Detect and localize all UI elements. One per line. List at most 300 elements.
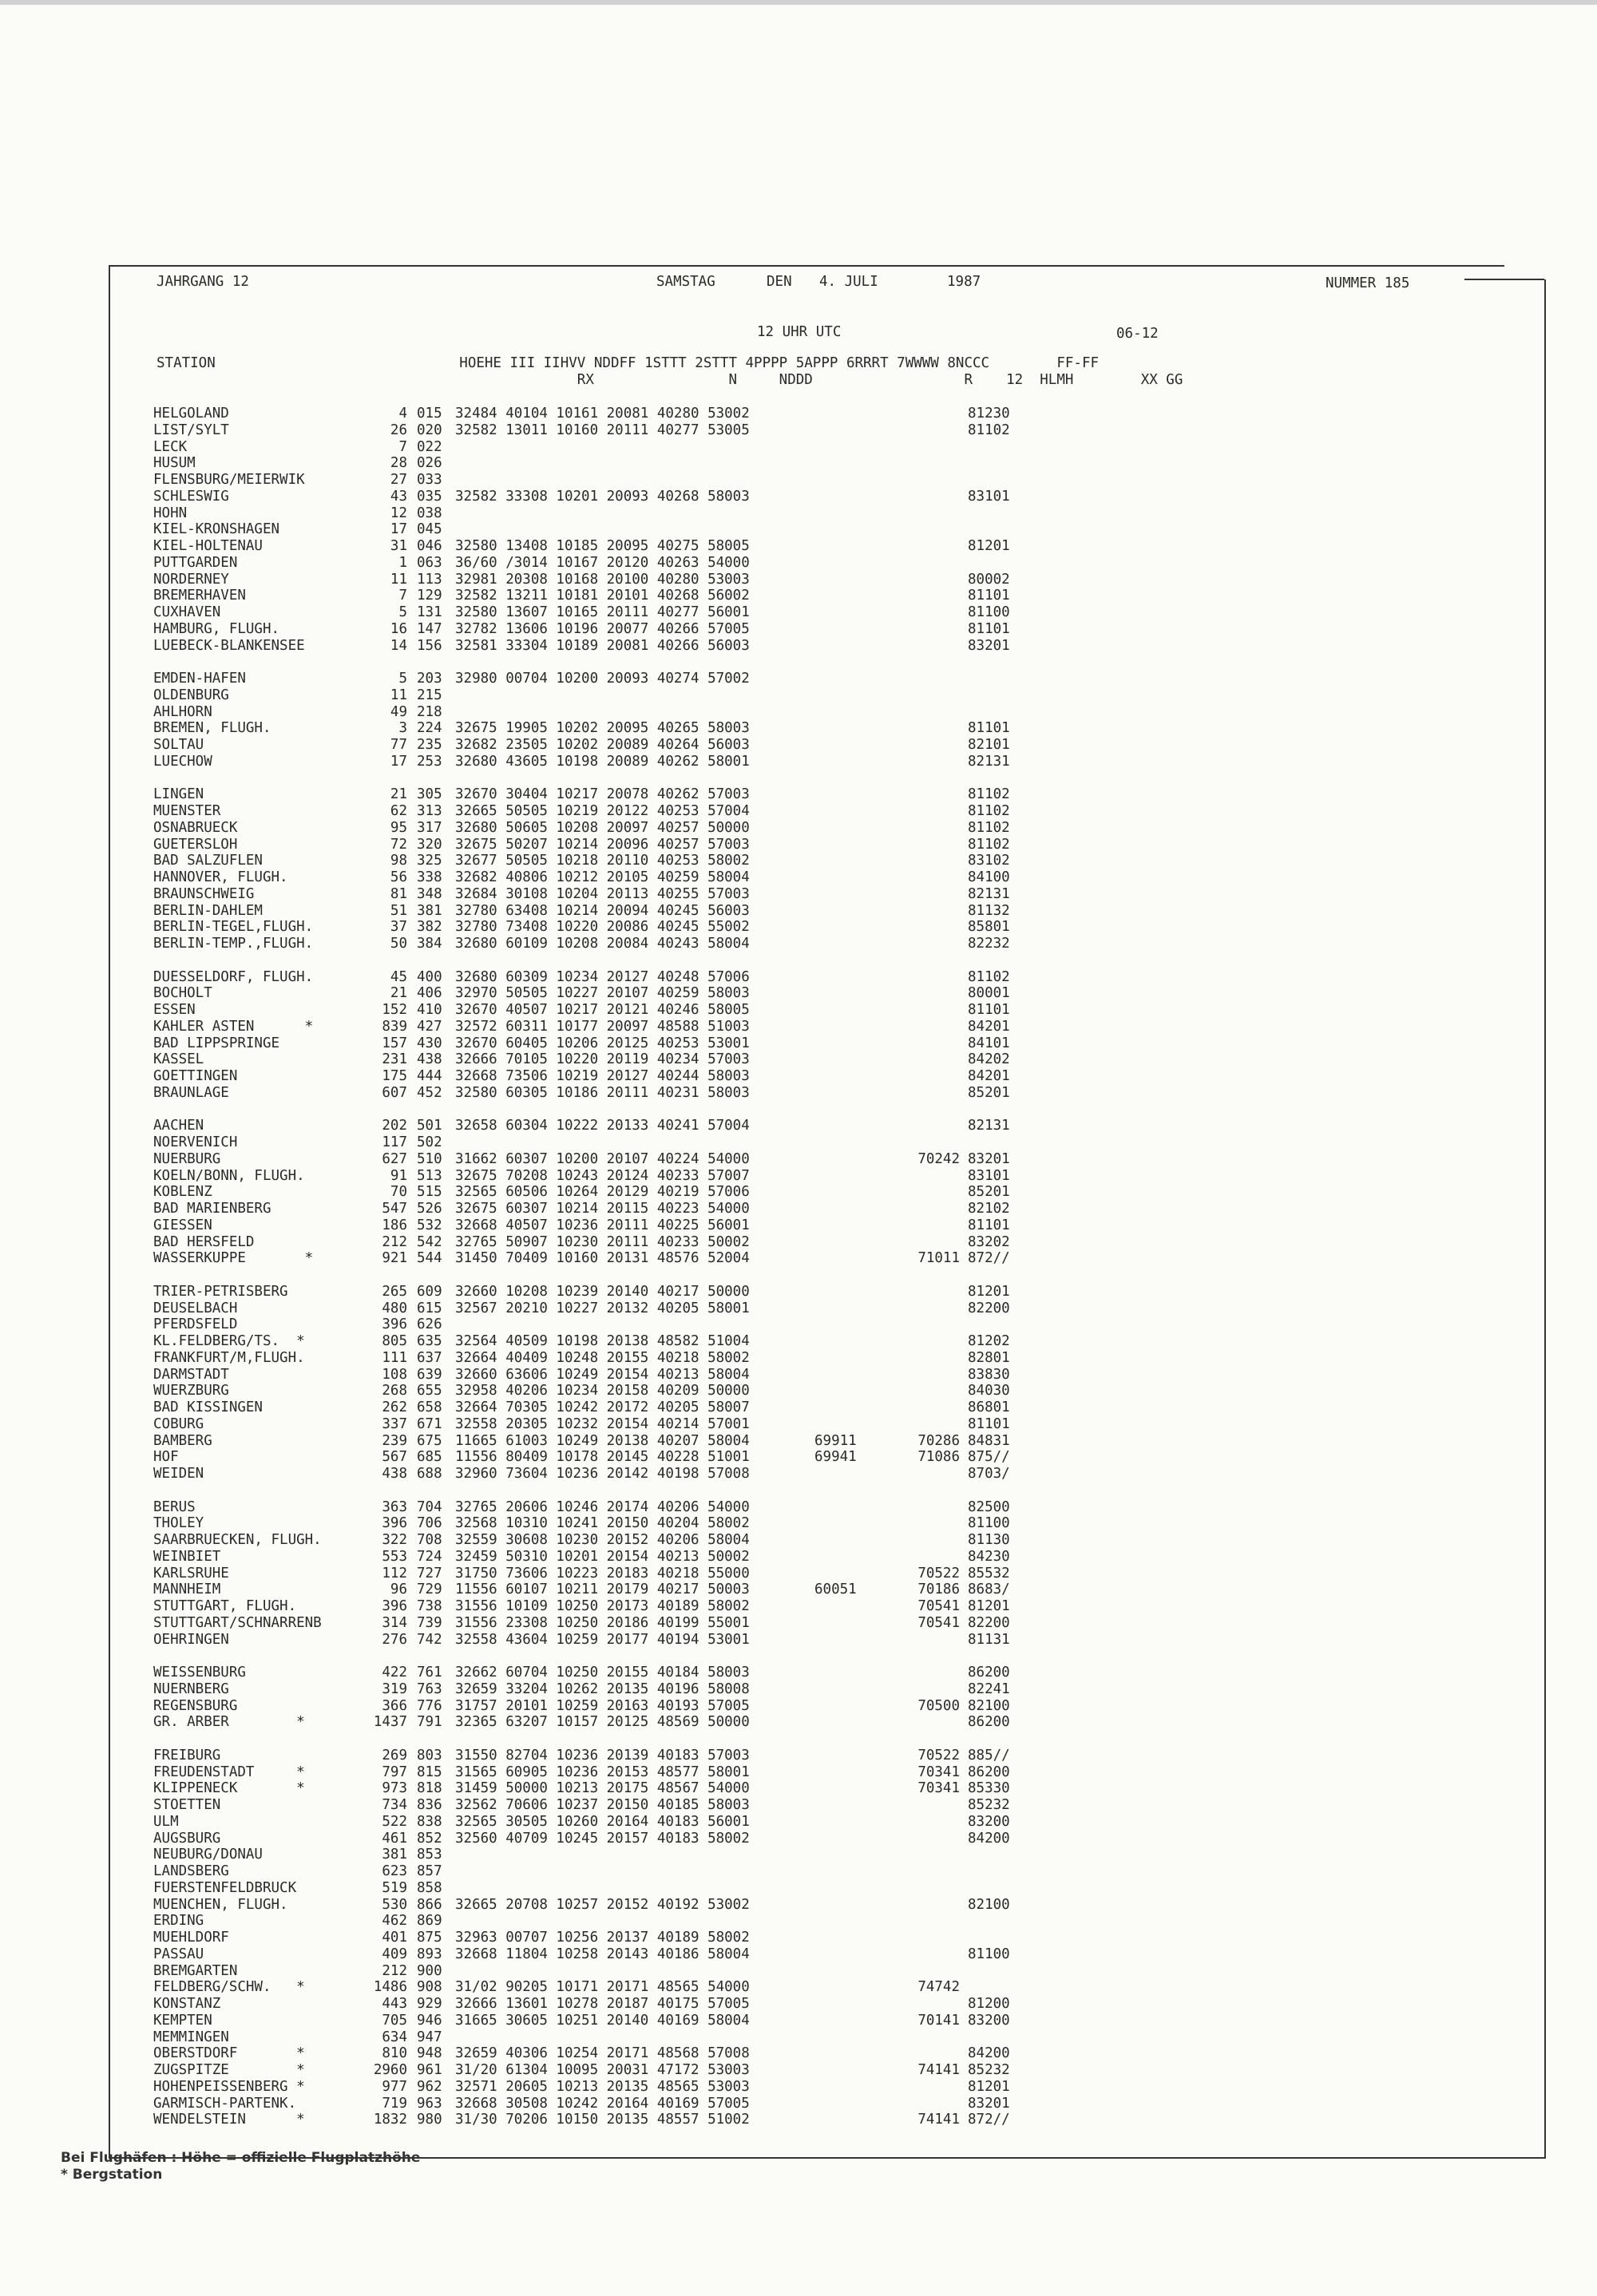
station-height: 49 (390, 703, 407, 720)
station-index: 639 (417, 1366, 442, 1383)
station-index: 655 (417, 1383, 442, 1399)
station-name: OBERSTDORF * (153, 2045, 305, 2062)
station-height: 401 (382, 1930, 407, 1946)
table-row (153, 985, 1151, 1002)
table-row (153, 869, 1151, 886)
station-index: 818 (417, 1780, 442, 1797)
station-height: 56 (390, 869, 407, 885)
station-index: 384 (417, 936, 442, 952)
station-height: 186 (382, 1217, 407, 1233)
station-height: 4 (398, 406, 407, 422)
station-index: 803 (417, 1747, 442, 1764)
station-index: 727 (417, 1565, 442, 1581)
table-row (153, 1499, 1151, 1516)
synop-groups: 32664 40409 10248 20155 40218 58002 (455, 1349, 750, 1366)
station-height: 461 (382, 1830, 407, 1847)
station-index: 317 (417, 819, 442, 836)
station-index: 131 (417, 604, 442, 620)
station-name: AHLHORN (153, 703, 212, 720)
station-index: 515 (417, 1184, 442, 1201)
table-row (153, 903, 1151, 920)
station-name: MANNHEIM (153, 1581, 221, 1598)
cloud-group: 81102 (968, 819, 1010, 836)
table-row (153, 555, 1151, 572)
table-row (153, 853, 1151, 869)
frame-top-border (109, 265, 1504, 267)
station-name: LANDSBERG (153, 1863, 229, 1879)
station-index: 962 (417, 2078, 442, 2095)
station-index: 742 (417, 1631, 442, 1648)
synop-groups: 31/02 90205 10171 20171 48565 54000 (455, 1979, 750, 1996)
station-name: DUESSELDORF, FLUGH. (153, 968, 314, 985)
station-index: 022 (417, 438, 442, 455)
station-height: 81 (390, 885, 407, 902)
station-name: LECK (153, 438, 188, 455)
station-index: 869 (417, 1913, 442, 1930)
station-index: 706 (417, 1515, 442, 1532)
station-height: 117 (382, 1134, 407, 1150)
cloud-group: 84202 (968, 1051, 1010, 1068)
synop-groups: 32664 70305 10242 20172 40205 58007 (455, 1399, 750, 1415)
table-row (153, 588, 1151, 604)
synop-groups: 32580 60305 10186 20111 40231 58003 (455, 1084, 750, 1101)
station-name: HOHENPEISSENBERG * (153, 2078, 305, 2095)
station-name: BAD LIPPSPRINGE (153, 1035, 280, 1051)
station-name: FUERSTENFELDBRUCK (153, 1879, 297, 1896)
table-row (153, 1449, 1151, 1466)
synop-groups: 32565 60506 10264 20129 40219 57006 (455, 1184, 750, 1201)
station-name: SAARBRUECKEN, FLUGH. (153, 1532, 322, 1548)
station-name: MEMMINGEN (153, 2029, 229, 2045)
station-name: BERUS (153, 1498, 196, 1515)
cloud-group: 81131 (968, 1631, 1010, 1648)
station-height: 212 (382, 1962, 407, 1979)
station-name: SCHLESWIG (153, 488, 229, 505)
synop-groups: 31459 50000 10213 20175 48567 54000 (455, 1780, 750, 1797)
cloud-group: 81101 (968, 620, 1010, 637)
table-row (153, 1250, 1151, 1267)
station-index: 626 (417, 1316, 442, 1333)
station-index: 532 (417, 1217, 442, 1233)
cloud-group: 80001 (968, 985, 1010, 1002)
station-index: 452 (417, 1084, 442, 1101)
station-index: 635 (417, 1333, 442, 1349)
station-name: OLDENBURG (153, 687, 229, 703)
station-height: 627 (382, 1150, 407, 1167)
synop-groups: 32568 10310 10241 20150 40204 58002 (455, 1515, 750, 1532)
frame-right-stub (1464, 279, 1544, 280)
rain-group: 69911 (814, 1432, 857, 1449)
station-name: WEINBIET (153, 1548, 221, 1565)
cloud-group: 81200 (968, 1996, 1010, 2012)
cloud-group: 82232 (968, 936, 1010, 952)
table-row (153, 687, 1151, 704)
station-height: 21 (390, 786, 407, 803)
station-height: 973 (382, 1780, 407, 1797)
station-height: 269 (382, 1747, 407, 1764)
synop-groups: 32680 43605 10198 20089 40262 58001 (455, 753, 750, 770)
station-name: AUGSBURG (153, 1830, 221, 1847)
station-index: 218 (417, 703, 442, 720)
weather-group: 70541 (917, 1598, 960, 1614)
table-row (153, 455, 1151, 472)
cloud-group: 81100 (968, 604, 1010, 620)
cloud-group: 83200 (968, 2012, 1010, 2029)
table-row (153, 1184, 1151, 1201)
cloud-group: 85201 (968, 1084, 1010, 1101)
station-index: 444 (417, 1068, 442, 1084)
synop-groups: 32560 40709 10245 20157 40183 58002 (455, 1830, 750, 1847)
station-name: LIST/SYLT (153, 422, 229, 438)
table-row (153, 1831, 1151, 1847)
station-name: THOLEY (153, 1515, 204, 1532)
cloud-group: 81101 (968, 1002, 1010, 1018)
table-row (153, 2029, 1151, 2046)
cloud-group: 85801 (968, 919, 1010, 936)
cloud-group: 83101 (968, 1167, 1010, 1184)
scan-top-edge (0, 0, 1597, 5)
synop-groups: 32365 63207 10157 20125 48569 50000 (455, 1714, 750, 1731)
station-name: PFERDSFELD (153, 1316, 238, 1333)
station-index: 963 (417, 2095, 442, 2112)
station-index: 791 (417, 1714, 442, 1731)
footnote-airports: Bei Flughäfen : Höhe = offizielle Flugplatzhöhe (61, 2150, 421, 2166)
station-height: 530 (382, 1896, 407, 1913)
synop-groups: 31550 82704 10236 20139 40183 57003 (455, 1747, 750, 1764)
cloud-group: 81100 (968, 1946, 1010, 1962)
synop-groups: 32680 60309 10234 20127 40248 57006 (455, 968, 750, 985)
cloud-group: 84201 (968, 1018, 1010, 1035)
station-index: 675 (417, 1432, 442, 1449)
cloud-group: 84201 (968, 1068, 1010, 1084)
weather-group: 70500 (917, 1697, 960, 1714)
table-row (153, 1234, 1151, 1251)
station-height: 11 (390, 571, 407, 588)
station-index: 215 (417, 687, 442, 703)
station-height: 7 (398, 438, 407, 455)
synop-groups: 32680 60109 10208 20084 40243 58004 (455, 936, 750, 952)
synop-groups: 32963 00707 10256 20137 40189 58002 (455, 1930, 750, 1946)
station-name: BERLIN-TEMP.,FLUGH. (153, 936, 314, 952)
table-row (153, 671, 1151, 687)
station-index: 615 (417, 1300, 442, 1316)
station-index: 852 (417, 1830, 442, 1847)
weather-group: 70341 (917, 1764, 960, 1780)
station-index: 305 (417, 786, 442, 803)
synop-groups: 32675 50207 10214 20096 40257 57003 (455, 836, 750, 853)
station-index: 875 (417, 1930, 442, 1946)
synop-groups: 32564 40509 10198 20138 48582 51004 (455, 1333, 750, 1349)
station-height: 2960 (373, 2062, 407, 2078)
station-name: ULM (153, 1813, 179, 1830)
station-height: 623 (382, 1863, 407, 1879)
table-row (153, 1581, 1151, 1598)
station-name: BERLIN-DAHLEM (153, 902, 263, 919)
table-row (153, 2013, 1151, 2029)
synop-groups: 32660 10208 10239 20140 40217 50000 (455, 1283, 750, 1300)
station-name: BREMGARTEN (153, 1962, 238, 1979)
station-height: 72 (390, 836, 407, 853)
station-index: 609 (417, 1283, 442, 1300)
station-index: 838 (417, 1813, 442, 1830)
station-height: 70 (390, 1184, 407, 1201)
station-index: 381 (417, 902, 442, 919)
table-row (153, 2045, 1151, 2062)
station-index: 761 (417, 1665, 442, 1680)
cloud-group: 81202 (968, 1333, 1010, 1349)
synop-groups: 32780 63408 10214 20094 40245 56003 (455, 902, 750, 919)
station-height: 43 (390, 488, 407, 505)
cloud-group: 84200 (968, 2045, 1010, 2062)
station-index: 338 (417, 869, 442, 885)
synop-groups: 32668 40507 10236 20111 40225 56001 (455, 1217, 750, 1233)
station-height: 21 (390, 985, 407, 1002)
station-index: 382 (417, 919, 442, 936)
station-name: BAD KISSINGEN (153, 1399, 263, 1415)
station-table (153, 406, 1151, 2128)
issue-number: NUMMER 185 (1326, 275, 1410, 291)
station-name: WUERZBURG (153, 1383, 229, 1399)
synop-groups: 32675 60307 10214 20115 40223 54000 (455, 1201, 750, 1217)
station-name: SOLTAU (153, 737, 204, 753)
station-height: 31 (390, 538, 407, 554)
table-row (153, 1698, 1151, 1715)
station-index: 729 (417, 1581, 442, 1598)
table-row (153, 638, 1151, 655)
station-name: FLENSBURG/MEIERWIK (153, 472, 305, 488)
station-index: 427 (417, 1018, 442, 1035)
station-index: 853 (417, 1847, 442, 1863)
synop-groups: 32668 30508 10242 20164 40169 57005 (455, 2095, 750, 2112)
station-height: 16 (390, 620, 407, 637)
table-row (153, 572, 1151, 588)
synop-groups: 31662 60307 10200 20107 40224 54000 (455, 1150, 750, 1167)
table-row (153, 786, 1151, 803)
cloud-group: 85532 (968, 1565, 1010, 1581)
cloud-group: 81101 (968, 1415, 1010, 1432)
synop-groups: 32765 50907 10230 20111 40233 50002 (455, 1233, 750, 1250)
station-index: 671 (417, 1415, 442, 1432)
table-row (153, 1168, 1151, 1185)
table-row (153, 720, 1151, 737)
table-row (153, 704, 1151, 721)
jahrgang-label: JAHRGANG 12 (157, 274, 249, 290)
synop-groups: 11556 80409 10178 20145 40228 51001 (455, 1449, 750, 1466)
station-height: 553 (382, 1548, 407, 1565)
station-index: 857 (417, 1863, 442, 1879)
station-name: LINGEN (153, 786, 204, 803)
station-index: 961 (417, 2062, 442, 2078)
rain-group: 69941 (814, 1449, 857, 1466)
station-index: 320 (417, 836, 442, 853)
table-row (153, 1532, 1151, 1549)
cloud-group: 81230 (968, 406, 1010, 422)
station-index: 430 (417, 1035, 442, 1051)
year-label: 1987 (947, 274, 981, 290)
station-height: 705 (382, 2012, 407, 2029)
station-index: 858 (417, 1879, 442, 1896)
cloud-group: 81100 (968, 1515, 1010, 1532)
cloud-group: 81201 (968, 2078, 1010, 2095)
table-row (153, 1847, 1151, 1863)
weather-group: 70541 (917, 1614, 960, 1631)
station-height: 438 (382, 1466, 407, 1482)
station-height: 50 (390, 936, 407, 952)
station-height: 363 (382, 1498, 407, 1515)
column-header-line1: STATION HOEHE III IIHVV NDDFF 1STTT 2STTT 4PPPP 5APPP 6RRRT 7WWWW 8NCCC FF-FF (157, 355, 1100, 371)
station-height: 810 (382, 2045, 407, 2062)
station-height: 157 (382, 1035, 407, 1051)
synop-groups: 32675 70208 10243 20124 40233 57007 (455, 1167, 750, 1184)
station-name: STOETTEN (153, 1797, 221, 1813)
table-row (153, 1466, 1151, 1483)
table-row (153, 1880, 1151, 1897)
station-height: 212 (382, 1233, 407, 1250)
synop-groups: 32665 20708 10257 20152 40192 53002 (455, 1896, 750, 1913)
station-name: HANNOVER, FLUGH. (153, 869, 288, 885)
station-height: 319 (382, 1680, 407, 1697)
station-height: 366 (382, 1697, 407, 1714)
station-name: COBURG (153, 1415, 204, 1432)
station-height: 262 (382, 1399, 407, 1415)
synop-groups: 32581 33304 10189 20081 40266 56003 (455, 637, 750, 654)
synop-groups: 32660 63606 10249 20154 40213 58004 (455, 1366, 750, 1383)
station-name: EMDEN-HAFEN (153, 671, 246, 687)
station-index: 046 (417, 538, 442, 554)
station-index: 020 (417, 422, 442, 438)
station-index: 815 (417, 1764, 442, 1780)
cloud-group: 82100 (968, 1896, 1010, 1913)
station-height: 7 (398, 588, 407, 604)
table-row (153, 406, 1151, 422)
station-index: 763 (417, 1680, 442, 1697)
cloud-group: 81102 (968, 803, 1010, 819)
cloud-group: 84831 (968, 1432, 1010, 1449)
synop-groups: 32582 33308 10201 20093 40268 58003 (455, 488, 750, 505)
station-index: 501 (417, 1118, 442, 1134)
synop-groups: 31565 60905 10236 20153 48577 58001 (455, 1764, 750, 1780)
table-row (153, 1979, 1151, 1996)
station-name: HOF (153, 1449, 179, 1466)
station-name: KEMPTEN (153, 2012, 212, 2029)
station-height: 719 (382, 2095, 407, 2112)
station-index: 502 (417, 1134, 442, 1150)
table-row (153, 1118, 1151, 1134)
frame-left-border (109, 265, 110, 2157)
table-row (153, 1946, 1151, 1963)
synop-groups: 32662 60704 10250 20155 40184 58003 (455, 1665, 750, 1680)
synop-groups: 32658 60304 10222 20133 40241 57004 (455, 1118, 750, 1134)
table-row (153, 969, 1151, 986)
station-name: BRAUNSCHWEIG (153, 885, 255, 902)
cloud-group: 86200 (968, 1764, 1010, 1780)
table-row (153, 737, 1151, 754)
station-name: BERLIN-TEGEL,FLUGH. (153, 919, 314, 936)
station-name: PASSAU (153, 1946, 204, 1962)
station-name: HELGOLAND (153, 406, 229, 422)
table-row (153, 1085, 1151, 1102)
synop-groups: 32666 70105 10220 20119 40234 57003 (455, 1051, 750, 1068)
station-index: 235 (417, 737, 442, 753)
table-row (153, 919, 1151, 936)
station-height: 11 (390, 687, 407, 703)
table-row (153, 521, 1151, 538)
station-height: 314 (382, 1614, 407, 1631)
station-name: WASSERKUPPE * (153, 1250, 314, 1267)
station-name: KAHLER ASTEN * (153, 1018, 314, 1035)
time-range: 06-12 (1116, 326, 1159, 342)
station-height: 977 (382, 2078, 407, 2095)
synop-groups: 32668 11804 10258 20143 40186 58004 (455, 1946, 750, 1962)
station-index: 513 (417, 1167, 442, 1184)
station-height: 337 (382, 1415, 407, 1432)
synop-groups: 32565 30505 10260 20164 40183 56001 (455, 1813, 750, 1830)
table-row (153, 538, 1151, 555)
station-height: 1832 (373, 2112, 407, 2128)
station-height: 3 (398, 720, 407, 737)
table-row (153, 1134, 1151, 1151)
station-index: 129 (417, 588, 442, 604)
table-row (153, 1566, 1151, 1582)
cloud-group: 82131 (968, 1118, 1010, 1134)
station-height: 95 (390, 819, 407, 836)
station-name: GOETTINGEN (153, 1068, 238, 1084)
station-name: HUSUM (153, 455, 196, 472)
day-label: SAMSTAG (656, 274, 715, 290)
station-name: NOERVENICH (153, 1134, 238, 1150)
station-height: 409 (382, 1946, 407, 1962)
synop-groups: 32782 13606 10196 20077 40266 57005 (455, 620, 750, 637)
station-name: BOCHOLT (153, 985, 212, 1002)
table-row (153, 1433, 1151, 1450)
station-name: KONSTANZ (153, 1996, 221, 2012)
synop-groups: 31665 30605 10251 20140 40169 58004 (455, 2012, 750, 2029)
station-name: HOHN (153, 505, 188, 521)
table-row (153, 1996, 1151, 2013)
table-row (153, 489, 1151, 505)
table-row (153, 1019, 1151, 1035)
cloud-group: 81201 (968, 538, 1010, 554)
station-name: HAMBURG, FLUGH. (153, 620, 280, 637)
weather-group: 70522 (917, 1747, 960, 1764)
station-name: PUTTGARDEN (153, 554, 238, 571)
station-name: DEUSELBACH (153, 1300, 238, 1316)
synop-groups: 32960 73604 10236 20142 40198 57008 (455, 1466, 750, 1482)
cloud-group: 86801 (968, 1399, 1010, 1415)
cloud-group: 81102 (968, 968, 1010, 985)
station-index: 015 (417, 406, 442, 422)
table-row (153, 803, 1151, 820)
station-index: 980 (417, 2112, 442, 2128)
table-row (153, 1035, 1151, 1052)
station-name: BAD SALZUFLEN (153, 853, 263, 869)
station-index: 724 (417, 1548, 442, 1565)
cloud-group: 84100 (968, 869, 1010, 885)
observation-time: 12 UHR UTC (757, 324, 842, 340)
station-name: GR. ARBER * (153, 1714, 305, 1731)
synop-groups: 32765 20606 10246 20174 40206 54000 (455, 1498, 750, 1515)
station-index: 038 (417, 505, 442, 521)
station-index: 946 (417, 2012, 442, 2029)
cloud-group: 83201 (968, 1150, 1010, 1167)
synop-groups: 32572 60311 10177 20097 48588 51003 (455, 1018, 750, 1035)
synop-groups: 31450 70409 10160 20131 48576 52004 (455, 1250, 750, 1267)
table-row (153, 505, 1151, 522)
station-height: 443 (382, 1996, 407, 2012)
station-height: 27 (390, 472, 407, 488)
station-index: 738 (417, 1598, 442, 1614)
cloud-group: 81201 (968, 1598, 1010, 1614)
